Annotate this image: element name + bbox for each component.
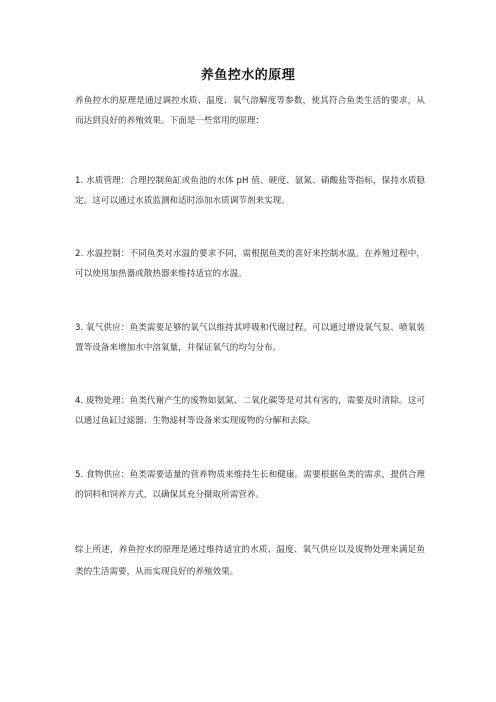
point-water-temperature: 2. 水温控制：不同鱼类对水温的要求不同，需根据鱼类的喜好来控制水温。在养殖过程中，可以使用加热器或散热器来维持适宜的水温。: [75, 249, 425, 279]
document-title: 养鱼控水的原理: [200, 68, 296, 83]
conclusion-paragraph: 综上所述，养鱼控水的原理是通过维持适宜的水质、温度、氧气供应以及废物处理来满足鱼类的生活需要，从而实现良好的养殖效果。: [75, 545, 425, 577]
point-oxygen-supply: 3. 氧气供应：鱼类需要足够的氧气以维持其呼吸和代谢过程。可以通过增设氧气泵、喷氧装置等设备来增加水中溶氧量，并保证氧气的均匀分布。: [75, 323, 425, 353]
point-waste-treatment: 4. 废物处理：鱼类代谢产生的废物如氨氮、二氧化碳等是对其有害的，需要及时清除。这可以通过鱼缸过滤器、生物滤材等设备来实现废物的分解和去除。: [75, 396, 425, 426]
point-food-supply: 5. 食物供应：鱼类需要适量的营养物质来维持生长和健康。需要根据鱼类的需求，提供合理的饲料和饲养方式，以确保其充分摄取所需营养。: [75, 470, 425, 500]
intro-paragraph: 养鱼控水的原理是通过调控水质、温度、氧气溶解度等参数，使其符合鱼类生活的要求，从而达到良好的养殖效果。下面是一些常用的原理：: [75, 96, 425, 126]
point-water-quality: 1. 水质管理：合理控制鱼缸或鱼池的水体 pH 值、硬度、氨氮、硝酸盐等指标，保持水质稳定。这可以通过水质监测和适时添加水质调节剂来实现。: [75, 176, 425, 206]
